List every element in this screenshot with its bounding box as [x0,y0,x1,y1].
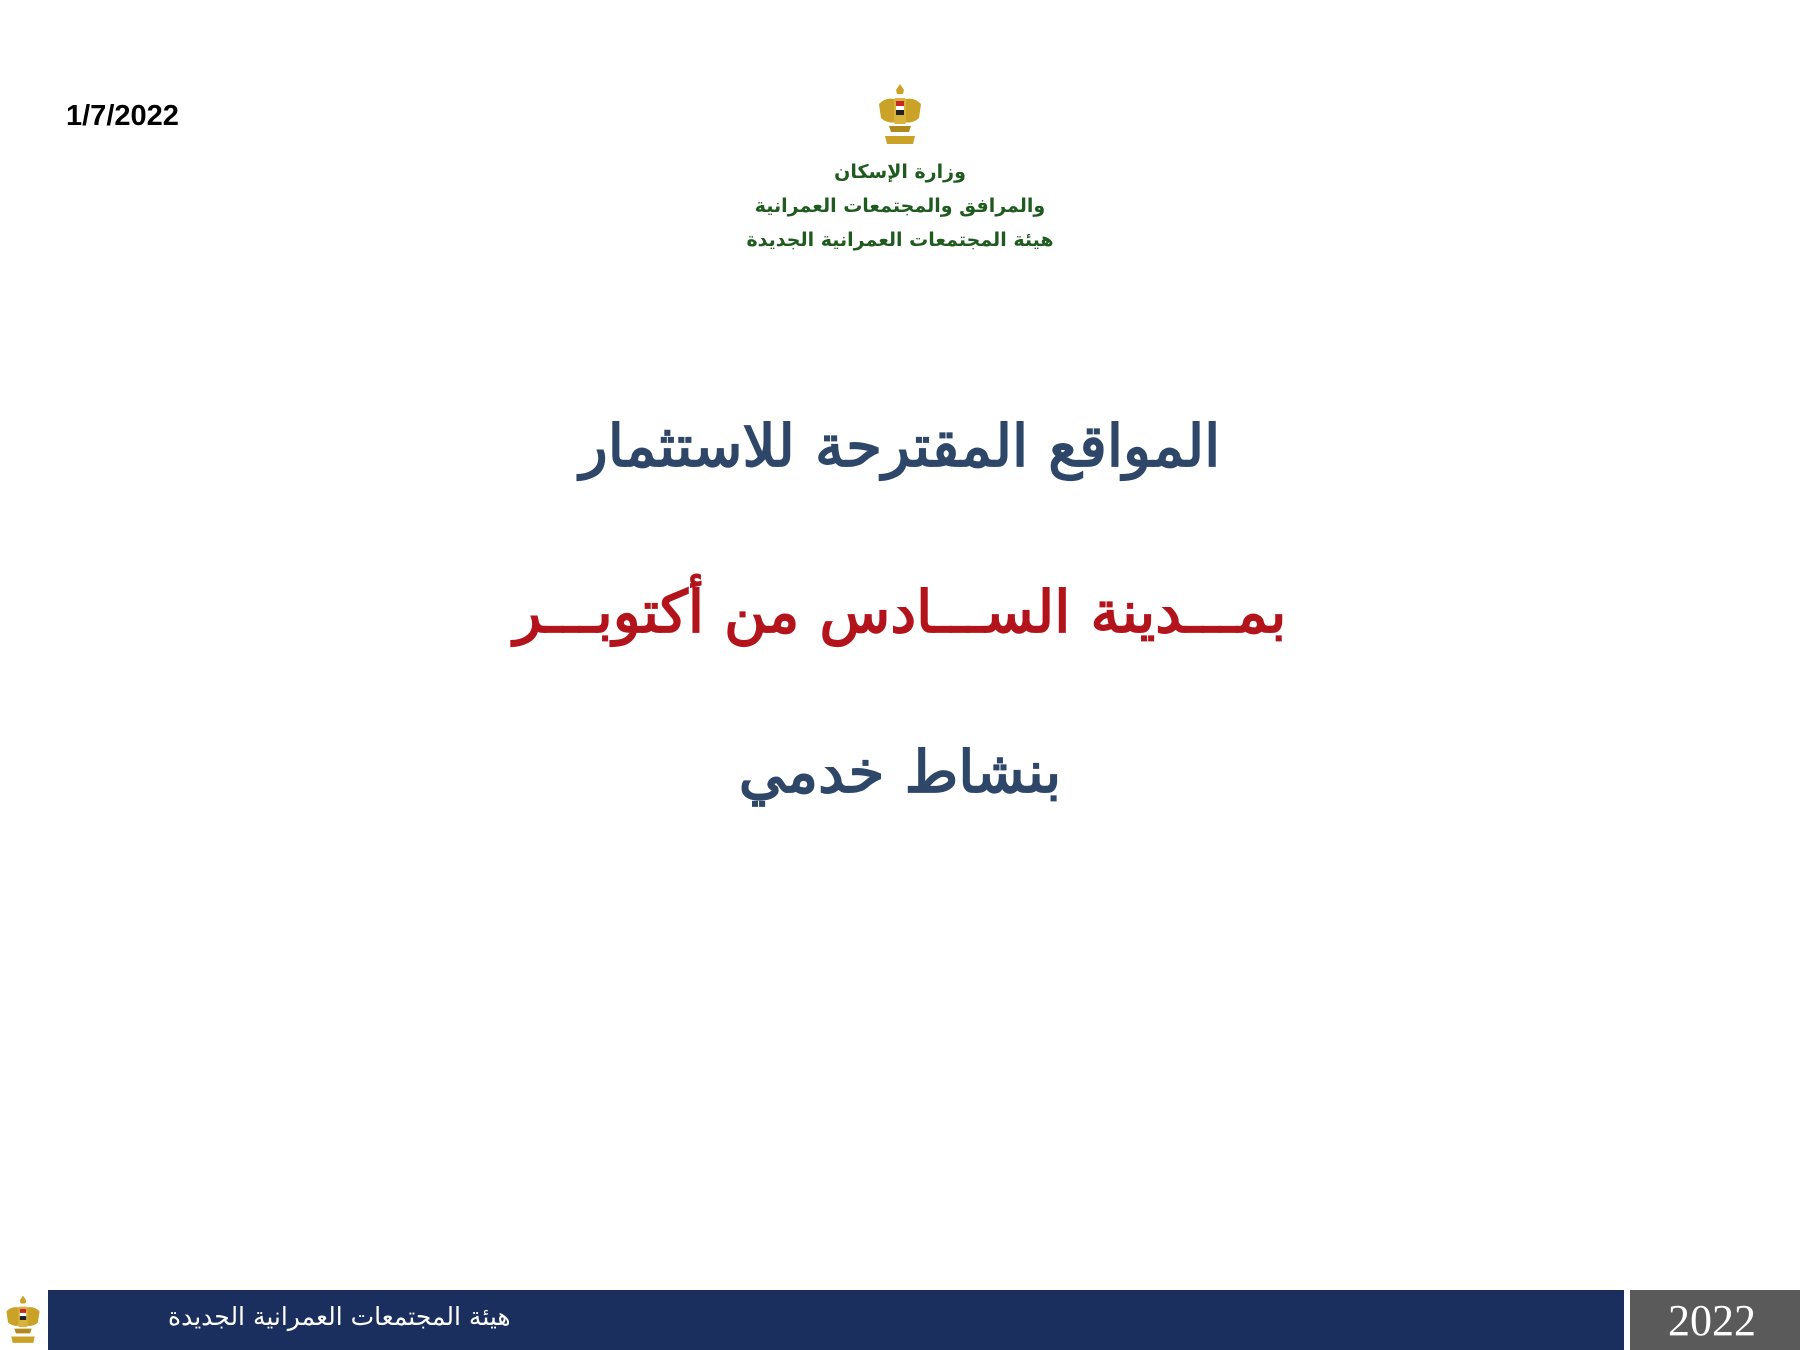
egypt-eagle-emblem-icon [3,1294,43,1346]
ministry-header [700,155,1100,257]
footer-year-box [1630,1290,1800,1350]
footer-org-name: هيئة المجتمعات العمرانية الجديدة [168,1302,511,1331]
footer-year: 2022 [1668,1296,1756,1345]
document-date: 1/7/2022 [66,100,179,132]
main-title: المواقع المقترحة للاستثمار [579,412,1221,480]
ministry-line: والمرافق والمجتمعات العمرانية [754,195,1046,217]
city-title: بمـــدينة الســـادس من أكتوبـــر [513,578,1287,646]
footer-org-band [48,1290,1624,1350]
egypt-eagle-emblem-icon [877,82,923,148]
activity-title: بنشاط خدمي [738,738,1062,806]
ministry-line: هيئة المجتمعات العمرانية الجديدة [746,229,1054,251]
ministry-line: وزارة الإسكان [834,161,966,183]
footer-bar [0,1290,1800,1350]
footer-emblem-container [0,1290,46,1350]
